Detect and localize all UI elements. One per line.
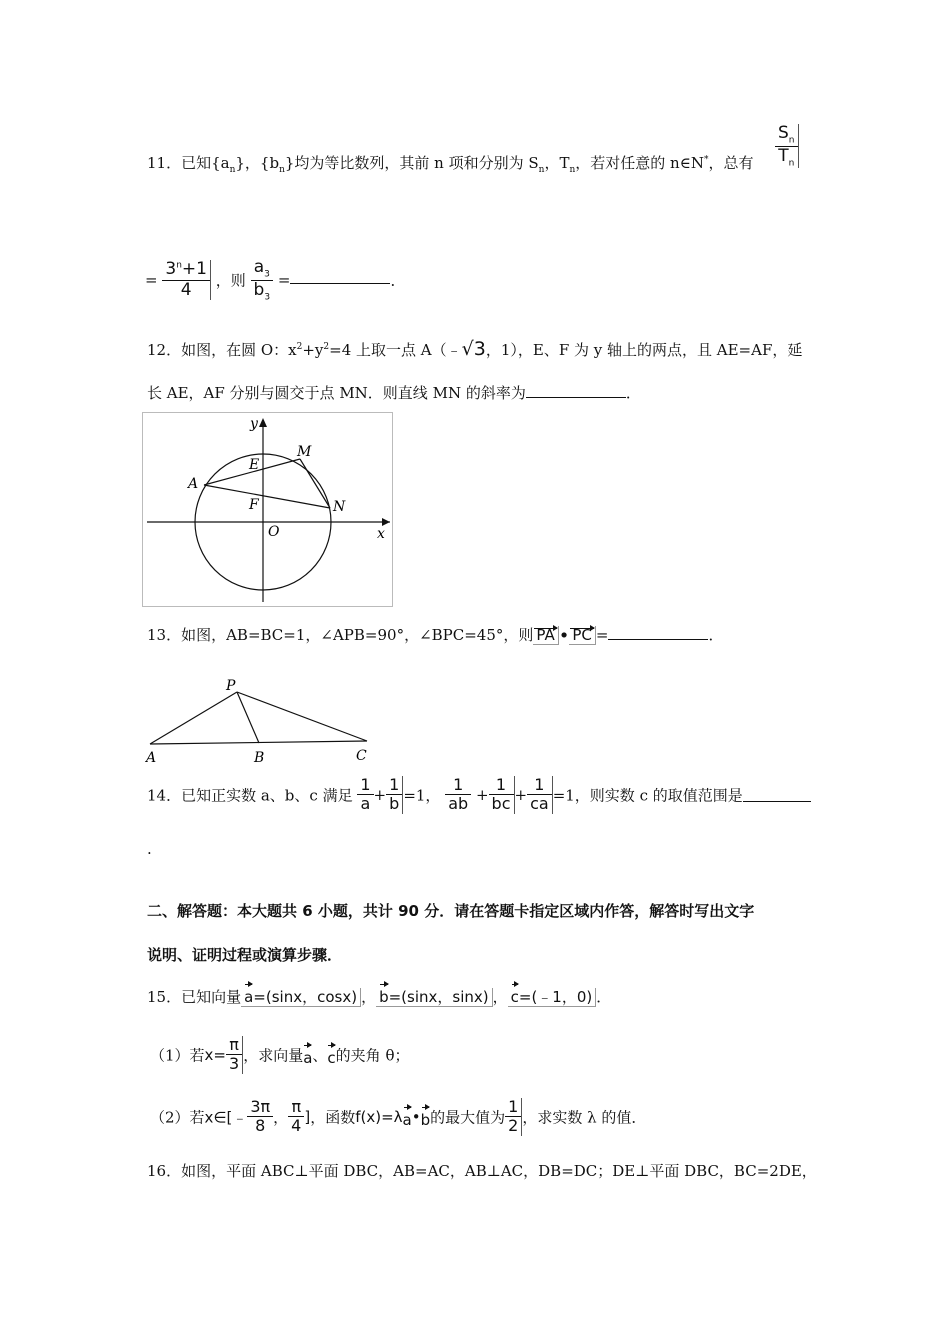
section2-heading-line1: 二、解答题：本大题共 6 小题，共计 90 分．请在答题卡指定区域内作答，解答时写出文字 — [147, 902, 755, 920]
q11-line1: 11．已知$\{a_n\}$，$\{b_n\}$均为等比数列，其前 n 项和分别为 $S_n$，$T_n$，若对任意的 n∈N*，总有 — [147, 154, 754, 175]
q14-trailing-dot: . — [147, 840, 152, 858]
q15-part1: （1）若x= $\frac{\pi}{3}$ ，求向量a、c的夹角 θ； — [150, 1035, 410, 1074]
label-b: B — [254, 750, 265, 766]
label-f: F — [249, 497, 259, 513]
label-m: M — [297, 444, 312, 460]
label-e: E — [249, 457, 260, 473]
vector-pa: PA — [533, 626, 558, 645]
q15-part2: （2）若x∈[﹣ $\frac{3\pi}{8}$ ， $\frac{\pi}{4}$ ]，函数f(x)=λa•b的最大值为 $\frac{1}{2}$ ，求实数 λ 的值． — [150, 1097, 647, 1136]
triangle-figure — [142, 676, 382, 768]
circle-figure — [142, 412, 396, 610]
answer-blank-12[interactable] — [526, 383, 626, 398]
label-p: P — [226, 678, 236, 694]
label-y: y — [250, 416, 258, 432]
vector-c-def: c=(﹣1，0) — [508, 988, 597, 1007]
y-axis-arrow — [259, 418, 267, 427]
label-o: O — [268, 524, 280, 540]
q11-fraction-s-over-t: $\frac{S_n}{T_n}$ — [775, 124, 799, 168]
segment-pa — [150, 692, 237, 744]
q13-line: 13．如图，AB=BC=1，∠APB=90°，∠BPC=45°，则 PA • PC = ． — [147, 625, 724, 647]
q12-line1: 12．如图，在圆 O：$x^2+y^2=4$ 上取一点 A（﹣√3，1），E、F 为 y 轴上的两点，且 AE=AF，延 — [147, 338, 803, 360]
q15-line: 15．已知向量 a=(sinx，cosx) ， b=(sinx，sinx) ， c=(﹣1，0) ． — [147, 982, 611, 1007]
line-mn — [300, 459, 330, 508]
label-n: N — [333, 499, 346, 515]
figure-frame — [143, 413, 393, 607]
vector-b-def: b=(sinx，sinx) — [376, 988, 493, 1007]
label-a: A — [188, 476, 199, 492]
section2-heading-line2: 说明、证明过程或演算步骤． — [147, 946, 343, 964]
vector-a-def: a=(sinx，cosx) — [241, 988, 361, 1007]
q16-line: 16．如图，平面 ABC⊥平面 DBC，AB=AC，AB⊥AC，DB=DC；DE⊥平面 DBC，BC=2DE， — [147, 1162, 817, 1180]
line-an — [204, 485, 330, 508]
q14-line: 14．已知正实数 a、b、c 满足 $\frac{1}{a}$ + $\frac{1}{b}$ =1， $\frac{1}{ab}$ + $\frac{1}{bc}$ + $\frac{1}{ca}$ =1，则实数 c 的取值范围是 — [147, 776, 811, 814]
vector-pc: PC — [569, 626, 596, 645]
q11-fraction-3n: $\frac{3^n+1}{4}$ — [162, 260, 211, 300]
x-axis-arrow — [382, 518, 390, 526]
label-x: x — [377, 526, 385, 542]
answer-blank-14[interactable] — [743, 787, 811, 802]
answer-blank-13[interactable] — [608, 625, 708, 640]
q11-fraction-a3-b3: $\frac{a_3}{b_3}$ — [251, 258, 274, 302]
q11-line2: = $\frac{3^n+1}{4}$ ，则 $\frac{a_3}{b_3}$ = ． — [145, 257, 406, 303]
label-c: C — [356, 748, 367, 764]
label-a: A — [146, 750, 157, 766]
answer-blank-11[interactable] — [290, 269, 390, 284]
segment-pc — [237, 692, 367, 741]
q12-line2: 长 AE，AF 分别与圆交于点 MN．则直线 MN 的斜率为 ． — [147, 384, 641, 402]
